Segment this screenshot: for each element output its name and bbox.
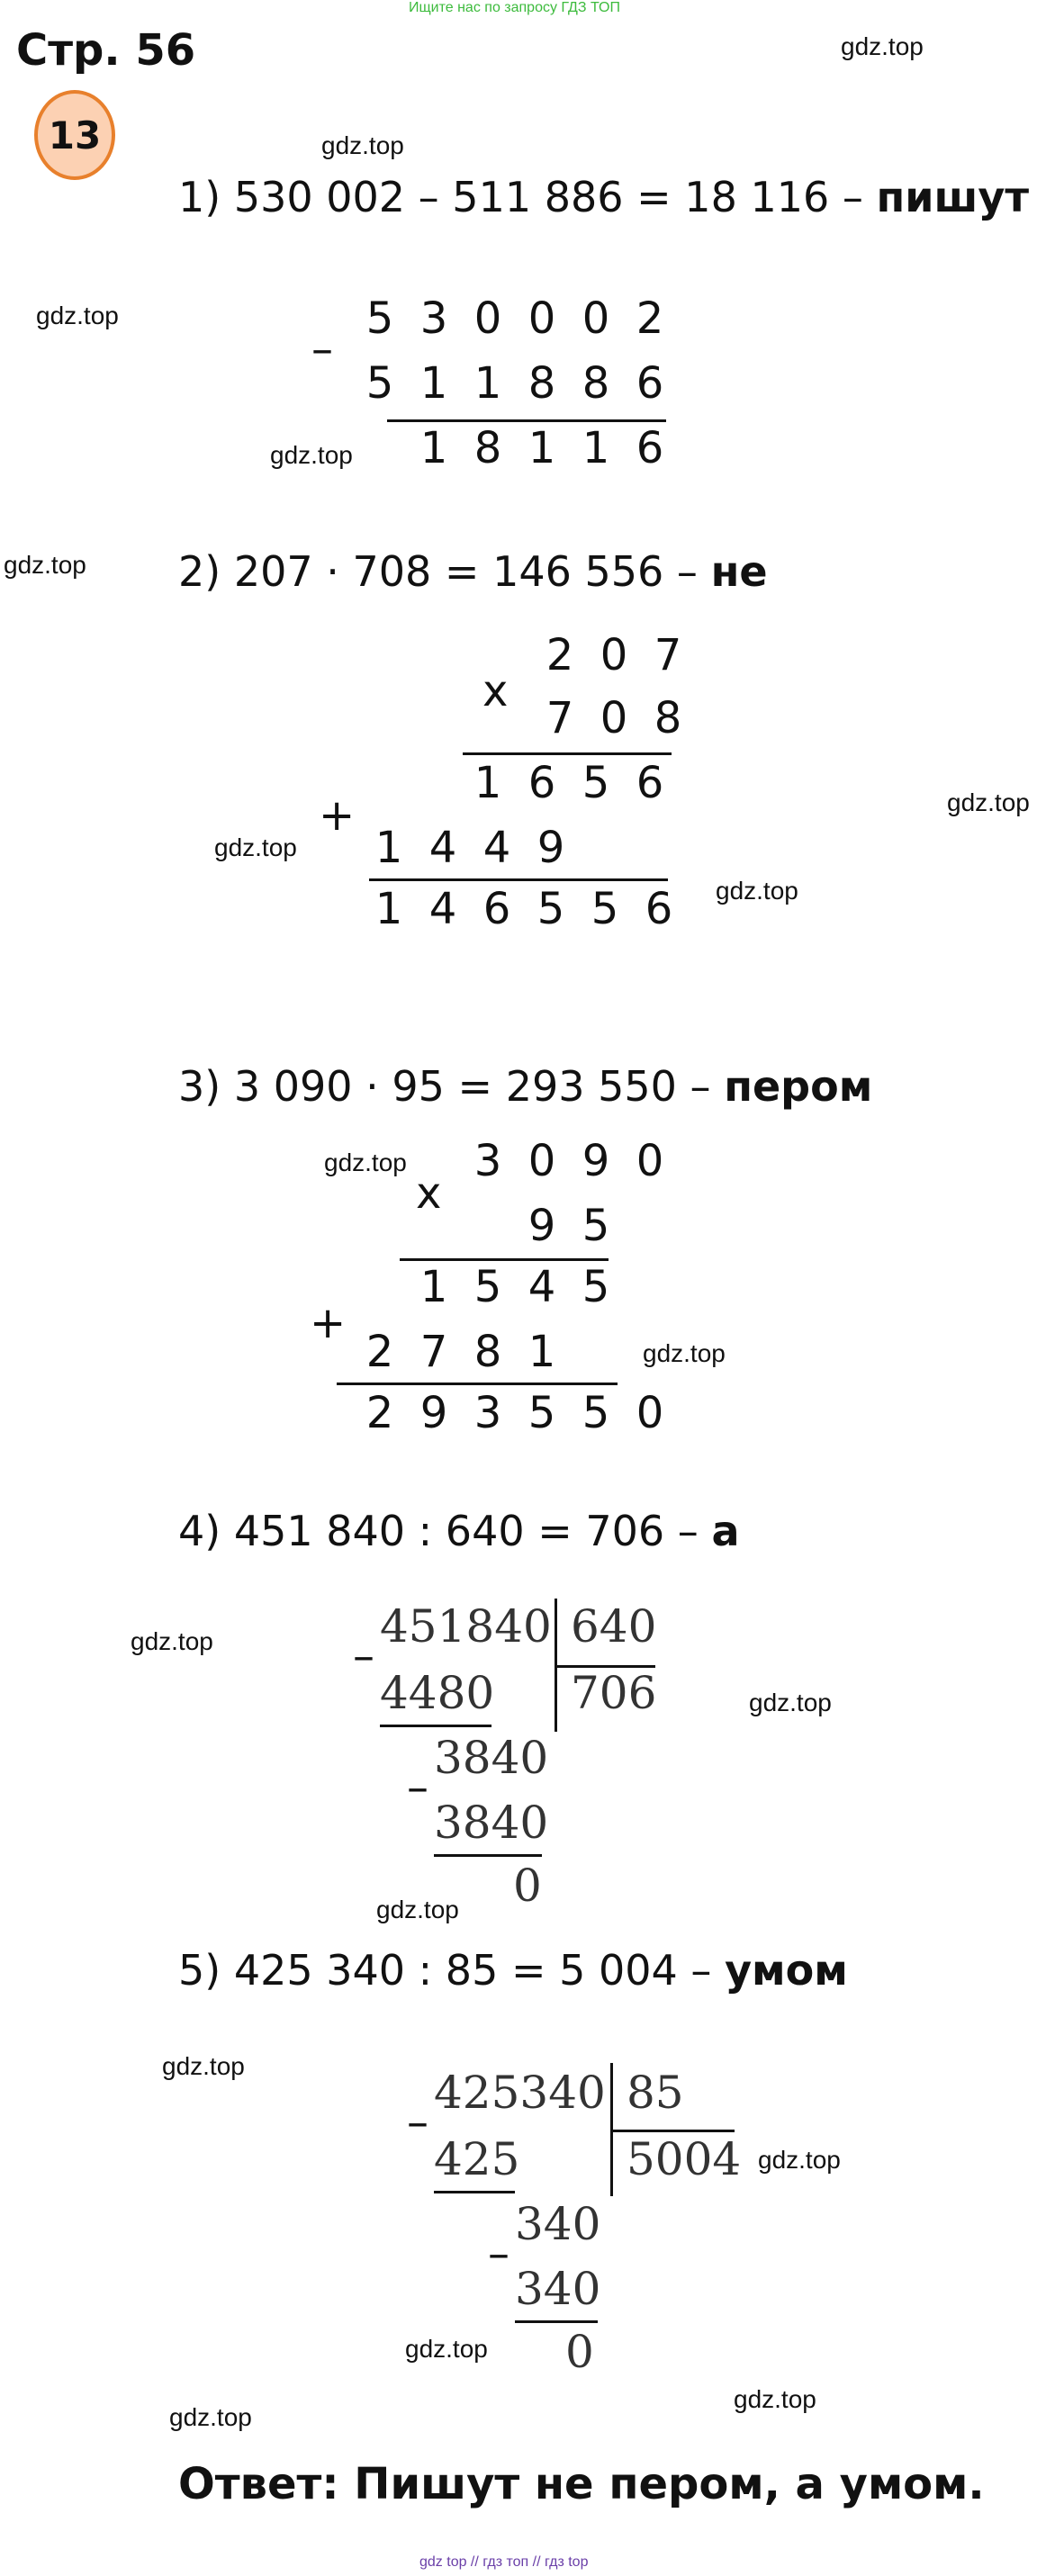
watermark: gdz.top (131, 1627, 213, 1655)
task-3-word: пером (724, 1062, 873, 1111)
task-5-dividend: 425340 (434, 2067, 606, 2119)
task-4-step-1: 4480 (380, 1667, 495, 1719)
watermark: gdz.top (734, 2385, 816, 2413)
minus-sign: – (353, 1631, 374, 1681)
task-3-multiplicand: 3 0 9 0 (473, 1136, 664, 1186)
task-1-underline (387, 419, 666, 422)
plus-sign: + (310, 1298, 347, 1348)
task-3-underline (337, 1383, 618, 1385)
task-3-multiplier: 9 5 (528, 1201, 610, 1251)
watermark: gdz.top (947, 788, 1030, 816)
task-4-dividend: 451840 (380, 1600, 552, 1653)
task-5-final-remainder: 0 (565, 2326, 594, 2378)
task-4-step-underline (380, 1725, 491, 1727)
task-5-word: умом (725, 1946, 848, 1995)
task-4-word: а (711, 1507, 740, 1555)
times-sign: x (416, 1168, 442, 1219)
watermark: gdz.top (405, 2335, 488, 2363)
plus-sign: + (319, 790, 356, 841)
minus-sign: – (407, 2097, 428, 2148)
task-2-multiplier: 7 0 8 (546, 693, 682, 743)
task-5-remainder-1: 340 (515, 2198, 601, 2250)
watermark: gdz.top (162, 2052, 245, 2080)
page-title: Стр. 56 (16, 25, 196, 76)
task-5-step-2: 340 (515, 2263, 601, 2315)
watermark: gdz.top (716, 877, 798, 905)
watermark: gdz.top (4, 551, 86, 579)
task-1-difference: 1 8 1 1 6 (419, 423, 664, 473)
task-2-partial-2: 1 4 4 9 (374, 823, 565, 873)
exercise-number: 13 (48, 113, 102, 158)
task-3-underline (400, 1258, 609, 1261)
task-2-underline (463, 752, 672, 755)
task-4-step-2: 3840 (434, 1797, 549, 1849)
task-2-word: не (710, 547, 768, 596)
watermark: gdz.top (36, 302, 119, 329)
watermark: gdz.top (376, 1896, 459, 1923)
task-1-minuend: 5 3 0 0 0 2 (365, 293, 664, 344)
top-search-note: Ищите нас по запросу ГДЗ ТОП (409, 0, 620, 15)
task-4-quotient: 706 (571, 1667, 657, 1719)
task-4-final-remainder: 0 (513, 1860, 542, 1912)
task-1-subtrahend: 5 1 1 8 8 6 (365, 358, 664, 409)
watermark: gdz.top (270, 441, 353, 469)
minus-sign: – (407, 1762, 428, 1813)
task-4-equation: 4) 451 840 : 640 = 706 – а (178, 1507, 740, 1555)
watermark: gdz.top (214, 833, 297, 861)
minus-sign: – (488, 2229, 509, 2279)
task-1-word: пишут (876, 173, 1030, 221)
task-3-partial-2: 2 7 8 1 (365, 1327, 556, 1377)
task-1-equation: 1) 530 002 – 511 886 = 18 116 – пишут (178, 173, 1030, 221)
task-5-step-underline (434, 2191, 515, 2193)
task-3-partial-1: 1 5 4 5 (419, 1262, 610, 1312)
task-5-divisor-underline (612, 2130, 735, 2132)
task-4-divisor: 640 (571, 1600, 657, 1653)
task-2-partial-1: 1 6 5 6 (473, 758, 664, 808)
task-3-product: 2 9 3 5 5 0 (365, 1388, 664, 1438)
times-sign: x (482, 666, 509, 716)
minus-sign: – (311, 324, 333, 374)
bottom-note: gdz top // гдз топ // гдз top (419, 2554, 589, 2570)
task-5-step-1: 425 (434, 2133, 520, 2185)
answer-text: Ответ: Пишут не пером, а умом. (178, 2459, 985, 2509)
watermark: gdz.top (758, 2146, 841, 2174)
exercise-number-badge (34, 90, 115, 180)
task-2-underline (369, 878, 668, 881)
task-2-equation: 2) 207 · 708 = 146 556 – не (178, 547, 768, 596)
watermark: gdz.top (841, 32, 924, 60)
watermark: gdz.top (169, 2403, 252, 2431)
task-5-step-underline (515, 2320, 598, 2323)
watermark: gdz.top (321, 131, 404, 159)
watermark: gdz.top (749, 1689, 832, 1716)
task-2-multiplicand: 2 0 7 (546, 630, 682, 680)
task-5-equation: 5) 425 340 : 85 = 5 004 – умом (178, 1946, 848, 1995)
watermark: gdz.top (643, 1339, 726, 1367)
task-3-equation: 3) 3 090 · 95 = 293 550 – пером (178, 1062, 873, 1111)
watermark: gdz.top (324, 1148, 407, 1176)
task-4-remainder-1: 3840 (434, 1732, 549, 1784)
task-5-divisor: 85 (627, 2067, 684, 2119)
task-2-product: 1 4 6 5 5 6 (374, 884, 673, 934)
task-4-step-underline (434, 1854, 542, 1857)
task-5-quotient: 5004 (627, 2133, 742, 2185)
